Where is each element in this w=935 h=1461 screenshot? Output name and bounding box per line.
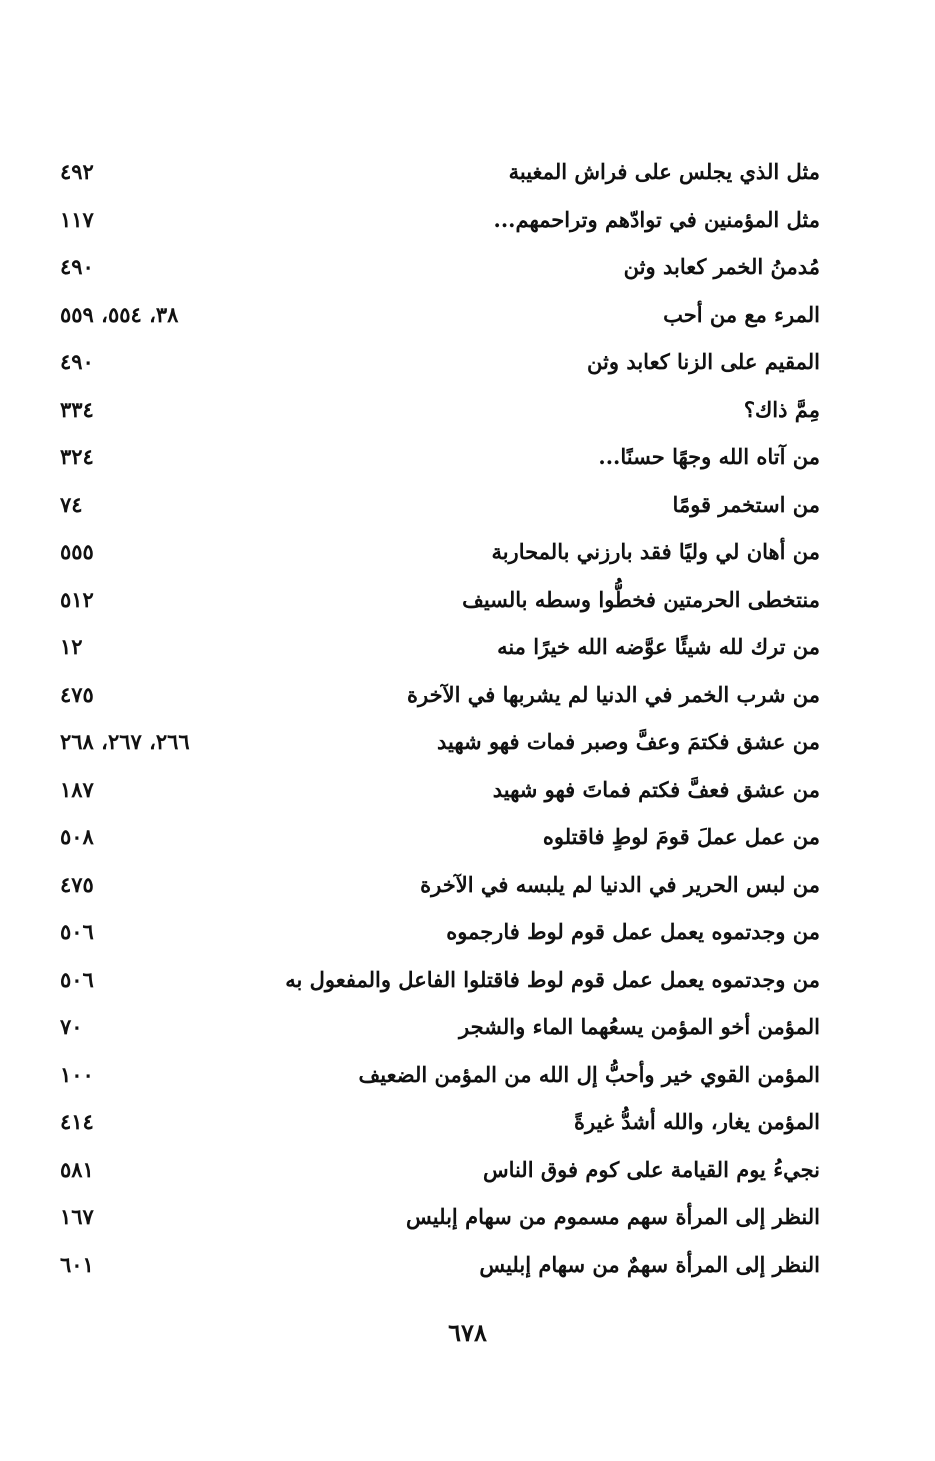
entry-text: من شرب الخمر في الدنيا لم يشربها في الآخرة	[407, 681, 820, 707]
index-entry	[60, 861, 820, 909]
entry-text: من استخمر قومًا	[672, 491, 820, 517]
index-entry	[60, 1241, 820, 1289]
entry-pages: ٥٠٦	[60, 919, 94, 945]
hadith-index-list	[60, 148, 820, 1288]
entry-text: من ترك لله شيئًا عوَّضه الله خيرًا منه	[497, 634, 820, 660]
entry-pages: ٥٨١	[60, 1156, 94, 1182]
entry-text: من وجدتموه يعمل عمل قوم لوط فارجموه	[446, 919, 820, 945]
entry-text: منتخطى الحرمتين فخطُّوا وسطه بالسيف	[462, 586, 820, 612]
index-entry	[60, 338, 820, 386]
index-entry	[60, 386, 820, 434]
entry-pages: ١٢	[60, 634, 83, 660]
entry-pages: ٤١٤	[60, 1109, 94, 1135]
entry-pages: ٤٧٥	[60, 871, 94, 897]
index-entry	[60, 956, 820, 1004]
entry-pages: ٦٠١	[60, 1251, 94, 1277]
entry-text: المقيم على الزنا كعابد وثن	[587, 349, 820, 375]
index-entry	[60, 1051, 820, 1099]
index-entry	[60, 766, 820, 814]
index-entry	[60, 1193, 820, 1241]
index-entry	[60, 433, 820, 481]
index-entry	[60, 671, 820, 719]
index-entry	[60, 718, 820, 766]
entry-pages: ٤٩٠	[60, 349, 94, 375]
entry-text: من آتاه الله وجهًا حسنًا...	[598, 444, 820, 470]
entry-text: مثل الذي يجلس على فراش المغيبة	[508, 159, 820, 185]
entry-text: مُدمنُ الخمر كعابد وثن	[623, 254, 820, 280]
entry-pages: ٤٩٠	[60, 254, 94, 280]
entry-pages: ١٨٧	[60, 776, 94, 802]
entry-text: المؤمن أخو المؤمن يسعُهما الماء والشجر	[459, 1014, 820, 1040]
entry-text: من عشق فكتمَ وعفَّ وصبر فمات فهو شهيد	[437, 729, 820, 755]
entry-pages: ٥٥٥	[60, 539, 94, 565]
entry-text: مثل المؤمنين في توادّهم وتراحمهم...	[493, 206, 820, 232]
page-number: ٦٧٨	[448, 1318, 487, 1347]
index-entry	[60, 528, 820, 576]
entry-pages: ١٠٠	[60, 1061, 94, 1087]
entry-text: من أهان لي وليًا فقد بارزني بالمحاربة	[491, 539, 820, 565]
index-entry	[60, 1098, 820, 1146]
entry-text: نجيءُ يوم القيامة على كوم فوق الناس	[482, 1156, 820, 1182]
entry-text: المؤمن القوي خير وأحبُّ إل الله من المؤمن الضعيف	[358, 1061, 820, 1087]
entry-text: النظر إلى المرأة سهمٌ من سهام إبليس	[479, 1251, 820, 1277]
entry-text: من وجدتموه يعمل عمل قوم لوط فاقتلوا الفاعل والمفعول به	[285, 966, 820, 992]
index-entry	[60, 291, 820, 339]
index-entry	[60, 1003, 820, 1051]
entry-pages: ٣٢٤	[60, 444, 94, 470]
entry-text: النظر إلى المرأة سهم مسموم من سهام إبليس	[406, 1204, 820, 1230]
index-entry	[60, 148, 820, 196]
index-entry	[60, 1146, 820, 1194]
index-entry	[60, 196, 820, 244]
index-entry	[60, 243, 820, 291]
entry-pages: ٥١٢	[60, 586, 94, 612]
entry-text: المؤمن يغار، والله أشدُّ غيرةً	[574, 1109, 820, 1135]
entry-pages: ٥٠٦	[60, 966, 94, 992]
entry-pages: ٤٧٥	[60, 681, 94, 707]
entry-pages: ٧٠	[60, 1014, 83, 1040]
entry-text: من عمل عملَ قومَ لوطٍ فاقتلوه	[542, 824, 820, 850]
index-entry	[60, 908, 820, 956]
entry-pages: ١١٧	[60, 206, 94, 232]
entry-text: مِمَّ ذاك؟	[743, 396, 820, 422]
entry-pages: ٧٤	[60, 491, 83, 517]
index-entry	[60, 623, 820, 671]
index-entry	[60, 813, 820, 861]
entry-pages: ٥٠٨	[60, 824, 94, 850]
index-entry	[60, 576, 820, 624]
index-entry	[60, 481, 820, 529]
entry-text: من لبس الحرير في الدنيا لم يلبسه في الآخرة	[420, 871, 820, 897]
entry-text: المرء مع من أحب	[663, 301, 820, 327]
entry-pages: ٣٨، ٥٥٤، ٥٥٩	[60, 301, 179, 327]
entry-text: من عشق فعفَّ فكتم فماتَ فهو شهيد	[492, 776, 820, 802]
entry-pages: ٣٣٤	[60, 396, 94, 422]
entry-pages: ١٦٧	[60, 1204, 94, 1230]
entry-pages: ٤٩٢	[60, 159, 94, 185]
entry-pages: ٢٦٦، ٢٦٧، ٢٦٨	[60, 729, 190, 755]
